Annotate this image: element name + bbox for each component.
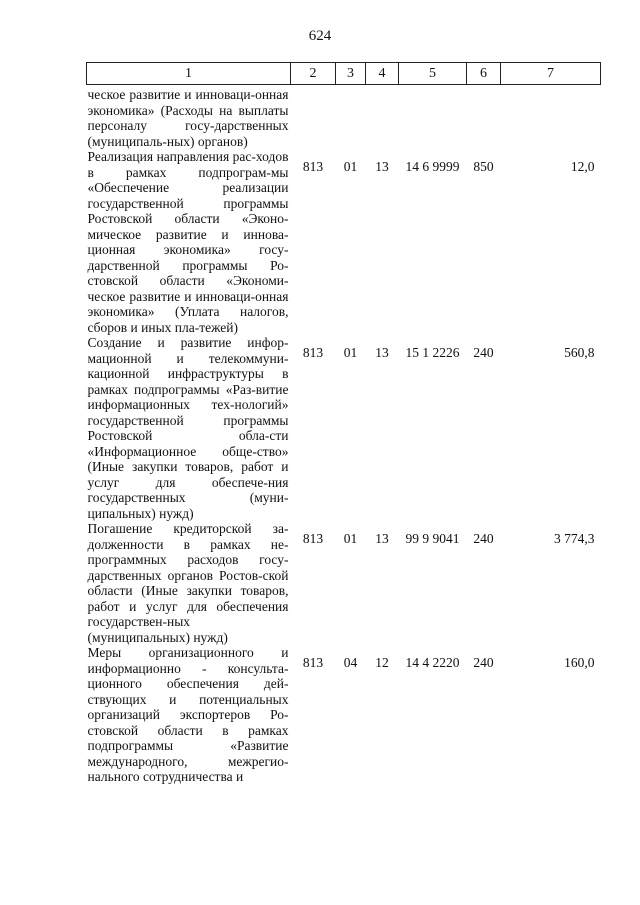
column-header-5: 5 — [399, 63, 467, 85]
table-row — [87, 149, 601, 335]
subsection-code: 13 — [375, 345, 389, 360]
amount-value: 12,0 — [570, 159, 595, 174]
row-name: Создание и развитие инфор-мационной и телекоммуни-кационной инфраструктуры в рамках подпрограммы «Раз-витие информационных тех-нологий» государственной программы Ростовской обла-сти «Информационное обще-ство» (Иные закупки товаров, работ и услуг для обеспече-ния государственных (муни-ципальных) нужд) — [87, 335, 289, 521]
target-article-code: 15 1 2226 — [405, 345, 460, 360]
row-name: Реализация направления рас-ходов в рамках подпрограм-мы «Обеспечение реализации государственной программы Ростовской области «Эконо-мическое развитие и иннова-ционная экономика» госу-дарственной программы Ро-стовской области «Экономи-ческое развитие и инноваци-онная экономика» (Уплата налогов, сборов и иных пла-тежей) — [87, 149, 289, 335]
target-article-code: 99 9 9041 — [405, 531, 460, 546]
table-row — [87, 521, 601, 645]
column-header-1: 1 — [87, 63, 291, 85]
page-number: 624 — [308, 28, 332, 44]
row-name: Погашение кредиторской за-долженности в рамках не-программных расходов госу-дарственных органов Ростов-ской области (Иные закупки товаров, работ и услуг для обеспечения государствен-ных (муниципальных) нужд) — [87, 521, 289, 645]
subsection-code: 13 — [375, 531, 389, 546]
ministry-code: 813 — [302, 655, 324, 670]
column-header-7: 7 — [501, 63, 601, 85]
expense-type-code: 240 — [473, 345, 494, 360]
target-article-code: 14 4 2220 — [405, 655, 460, 670]
row-name: Меры организационного и информационно - консульта-ционного обеспечения дей-ствующих и потенциальных организаций экспортеров Ро-стовской области в рамках подпрограммы «Развитие международного, межрегио-нального сотрудничества и — [87, 645, 289, 784]
column-header-3: 3 — [336, 63, 366, 85]
ministry-code: 813 — [302, 531, 324, 546]
section-code: 01 — [343, 531, 358, 546]
row-name-continuation: ческое развитие и инноваци-онная экономика» (Расходы на выплаты персоналу госу-дарственных (муниципаль-ных) органов) — [87, 87, 289, 149]
column-header-4: 4 — [366, 63, 399, 85]
amount-value: 560,8 — [564, 345, 595, 360]
expense-type-code: 240 — [473, 655, 494, 670]
budget-table — [86, 62, 601, 785]
ministry-code: 813 — [302, 159, 324, 174]
table-row — [87, 645, 601, 785]
table-header-row — [87, 63, 601, 85]
section-code: 01 — [343, 159, 358, 174]
subsection-code: 13 — [375, 159, 389, 174]
table-row — [87, 335, 601, 521]
table-row-continuation — [87, 85, 601, 150]
amount-value: 160,0 — [564, 655, 595, 670]
column-header-6: 6 — [467, 63, 501, 85]
column-header-2: 2 — [291, 63, 336, 85]
expense-type-code: 850 — [473, 159, 494, 174]
ministry-code: 813 — [302, 345, 324, 360]
amount-value: 3 774,3 — [554, 531, 595, 546]
subsection-code: 12 — [375, 655, 389, 670]
section-code: 01 — [343, 345, 358, 360]
section-code: 04 — [343, 655, 358, 670]
target-article-code: 14 6 9999 — [405, 159, 460, 174]
expense-type-code: 240 — [473, 531, 494, 546]
